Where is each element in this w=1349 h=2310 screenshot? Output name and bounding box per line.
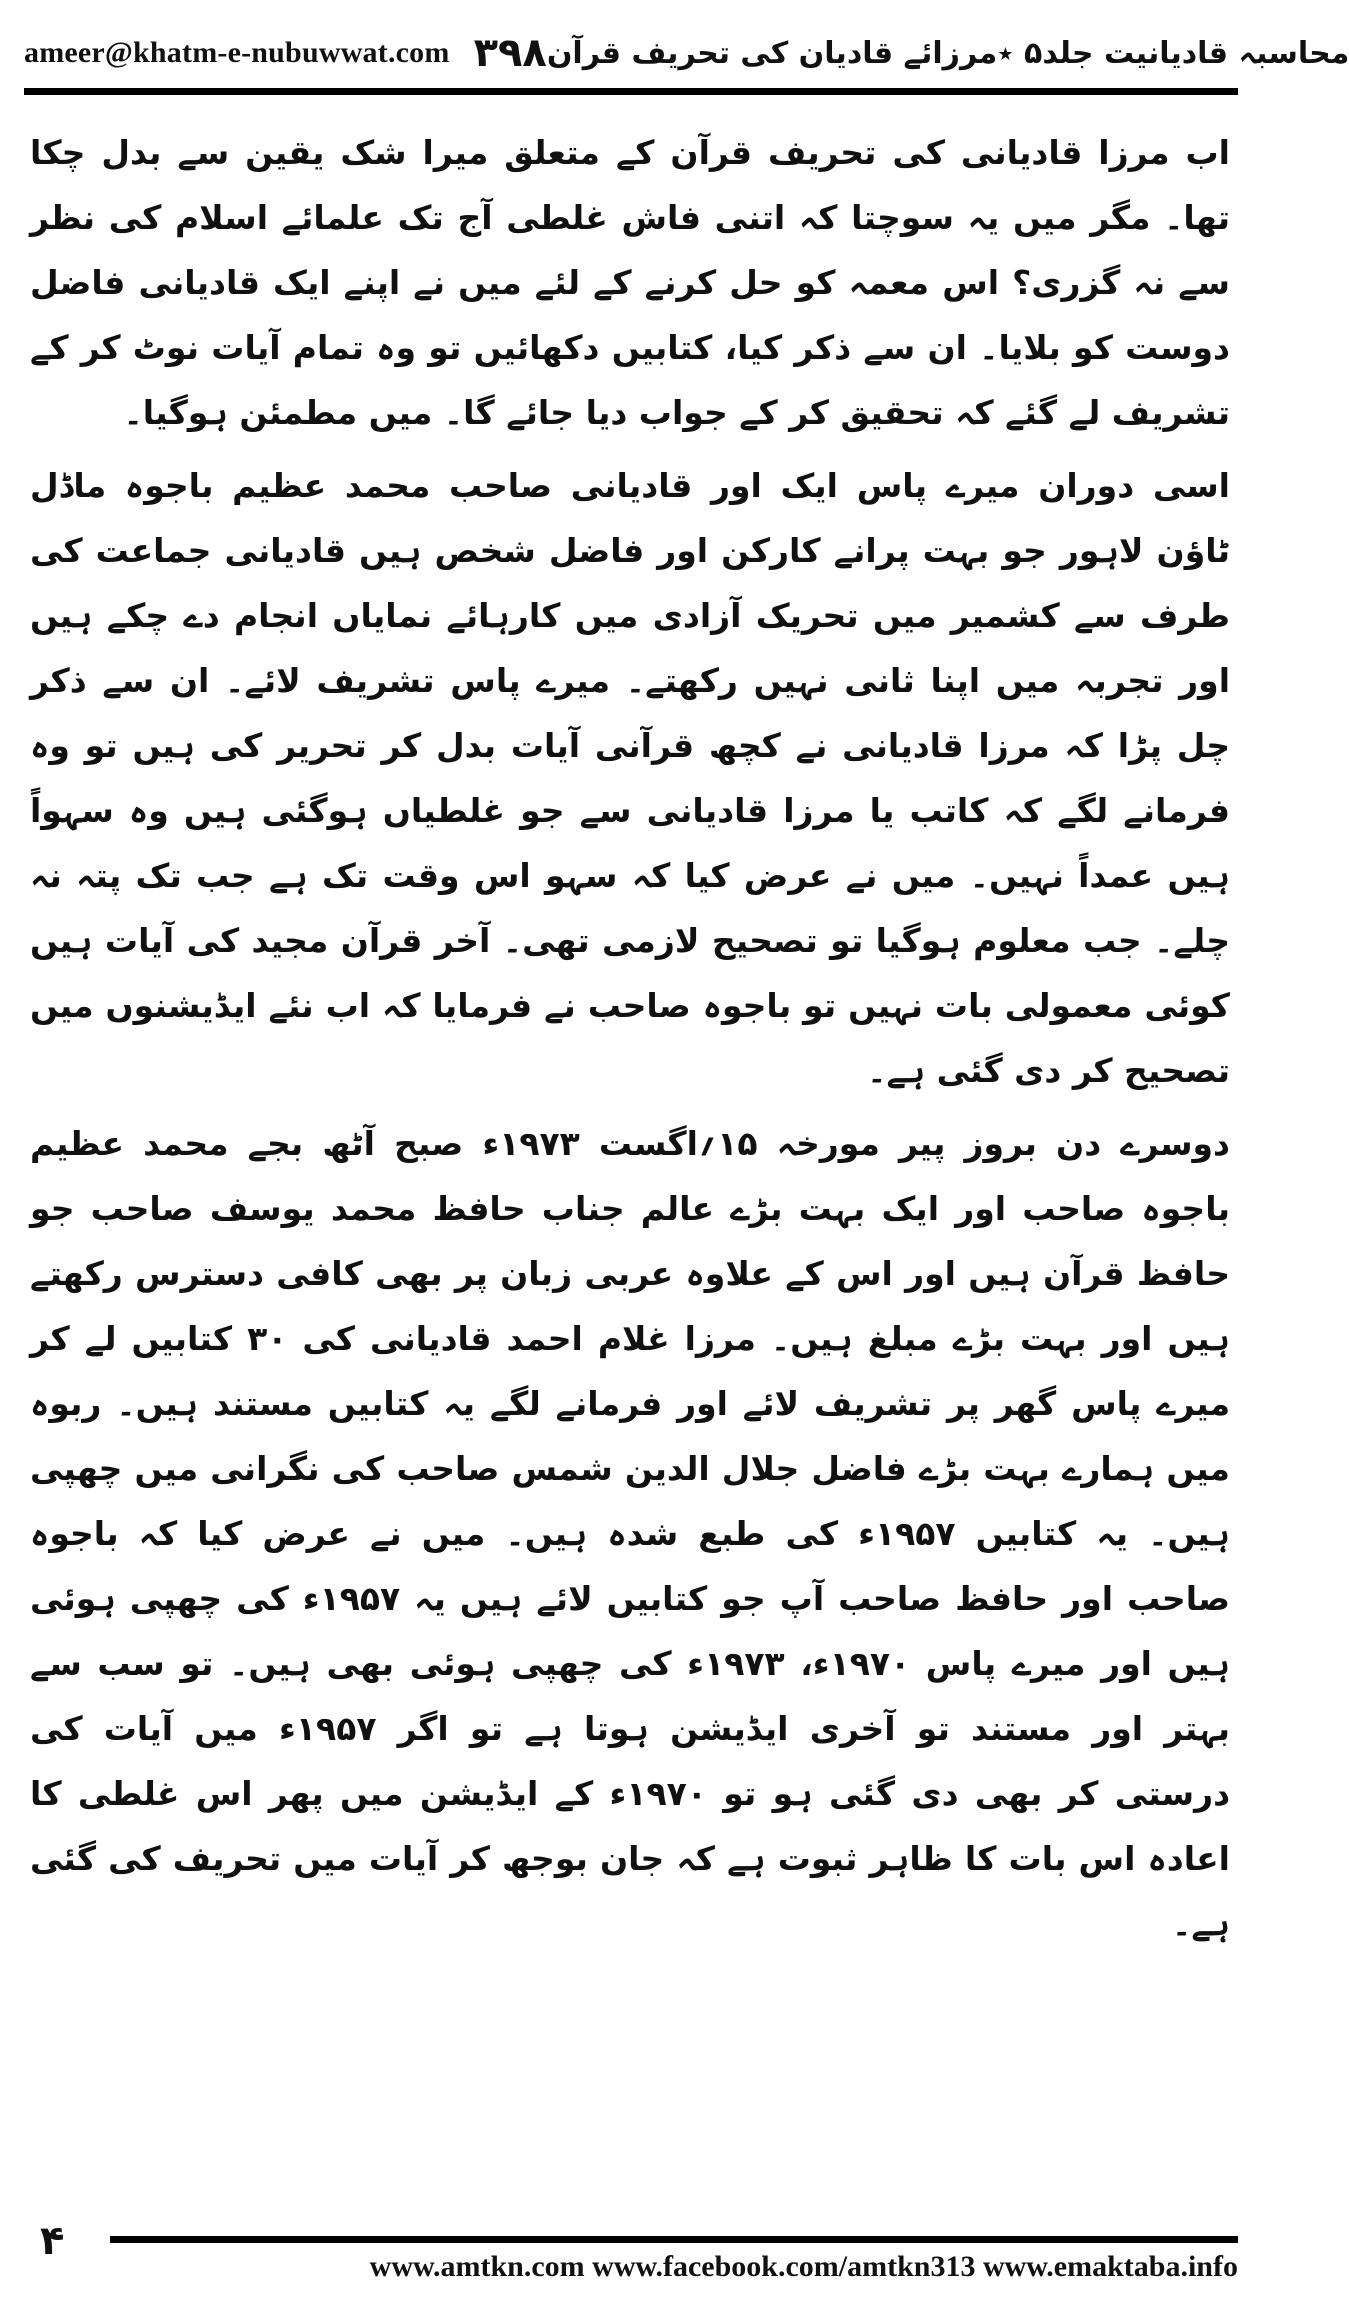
paragraph-1: اب مرزا قادیانی کی تحریف قرآن کے متعلق میرا شک یقین سے بدل چکا تھا۔ مگر میں یہ سوچتا کہ اتنی فاش غلطی آج تک علمائے اسلام کی نظر سے نہ گزری؟ اس معمہ کو حل کرنے کے لئے میں نے اپنے ایک قادیانی فاضل دوست کو بلایا۔ ان سے ذکر کیا، کتابیں دکھائیں تو وہ تمام آیات نوٹ کر کے تشریف لے گئے کہ تحقیق کر کے جواب دیا جائے گا۔ میں مطمئن ہوگیا۔ xyxy=(30,133,1230,432)
body-text xyxy=(30,120,1230,1956)
header-page-number: ۳۹۸ xyxy=(473,30,547,76)
footer-rule xyxy=(110,2236,1238,2243)
paragraph-2: اسی دوران میرے پاس ایک اور قادیانی صاحب محمد عظیم باجوہ ماڈل ٹاؤن لاہور جو بہت پرانے کارکن اور فاضل شخص ہیں قادیانی جماعت کی طرف سے کشمیر میں تحریک آزادی میں کارہائے نمایاں انجام دے چکے ہیں اور تجربہ میں اپنا ثانی نہیں رکھتے۔ میرے پاس تشریف لائے۔ ان سے ذکر چل پڑا کہ مرزا قادیانی نے کچھ قرآنی آیات بدل کر تحریر کی ہیں تو وہ فرمانے لگے کہ کاتب یا مرزا قادیانی سے جو غلطیاں ہوگئی ہیں وہ سہواً ہیں عمداً نہیں۔ میں نے عرض کیا کہ سہو اس وقت تک ہے جب تک پتہ نہ چلے۔ جب معلوم ہوگیا تو تصحیح لازمی تھی۔ آخر قرآن مجید کی آیات ہیں کوئی معمولی بات نہیں تو باجوہ صاحب نے فرمایا کہ اب نئے ایڈیشنوں میں تصحیح کر دی گئی ہے۔ xyxy=(30,466,1230,1090)
footer-links: www.amtkn.com www.facebook.com/amtkn313 www.emaktaba.info xyxy=(369,2250,1238,2283)
page-header xyxy=(24,28,1349,78)
footer-page-marker: ۴ xyxy=(40,2218,65,2264)
header-rule xyxy=(24,88,1238,95)
header-running-title: محاسبہ قادیانیت جلد۵ ٭مرزائے قادیان کی تحریف قرآن xyxy=(546,35,1349,71)
paragraph-3: دوسرے دن بروز پیر مورخہ ۱۵؍اگست ۱۹۷۳ء صبح آٹھ بجے محمد عظیم باجوہ صاحب اور ایک بہت بڑے عالم جناب حافظ محمد یوسف صاحب جو حافظ قرآن ہیں اور اس کے علاوہ عربی زبان پر بھی کافی دسترس رکھتے ہیں اور بہت بڑے مبلغ ہیں۔ مرزا غلام احمد قادیانی کی ۳۰ کتابیں لے کر میرے پاس گھر پر تشریف لائے اور فرمانے لگے یہ کتابیں مستند ہیں۔ ربوہ میں ہمارے بہت بڑے فاضل جلال الدین شمس صاحب کی نگرانی میں چھپی ہیں۔ یہ کتابیں ۱۹۵۷ء کی طبع شدہ ہیں۔ میں نے عرض کیا کہ باجوہ صاحب اور حافظ صاحب آپ جو کتابیں لائے ہیں یہ ۱۹۵۷ء کی چھپی ہوئی ہیں اور میرے پاس ۱۹۷۰ء، ۱۹۷۳ء کی چھپی ہوئی بھی ہیں۔ تو سب سے بہتر اور مستند تو آخری ایڈیشن ہوتا ہے تو اگر ۱۹۵۷ء میں آیات کی درستی کر بھی دی گئی ہو تو ۱۹۷۰ء کے ایڈیشن میں پھر اس غلطی کا اعادہ اس بات کا ظاہر ثبوت ہے کہ جان بوجھ کر آیات میں تحریف کی گئی ہے۔ xyxy=(30,1124,1231,1943)
header-email: ameer@khatm-e-nubuwwat.com xyxy=(24,36,450,69)
